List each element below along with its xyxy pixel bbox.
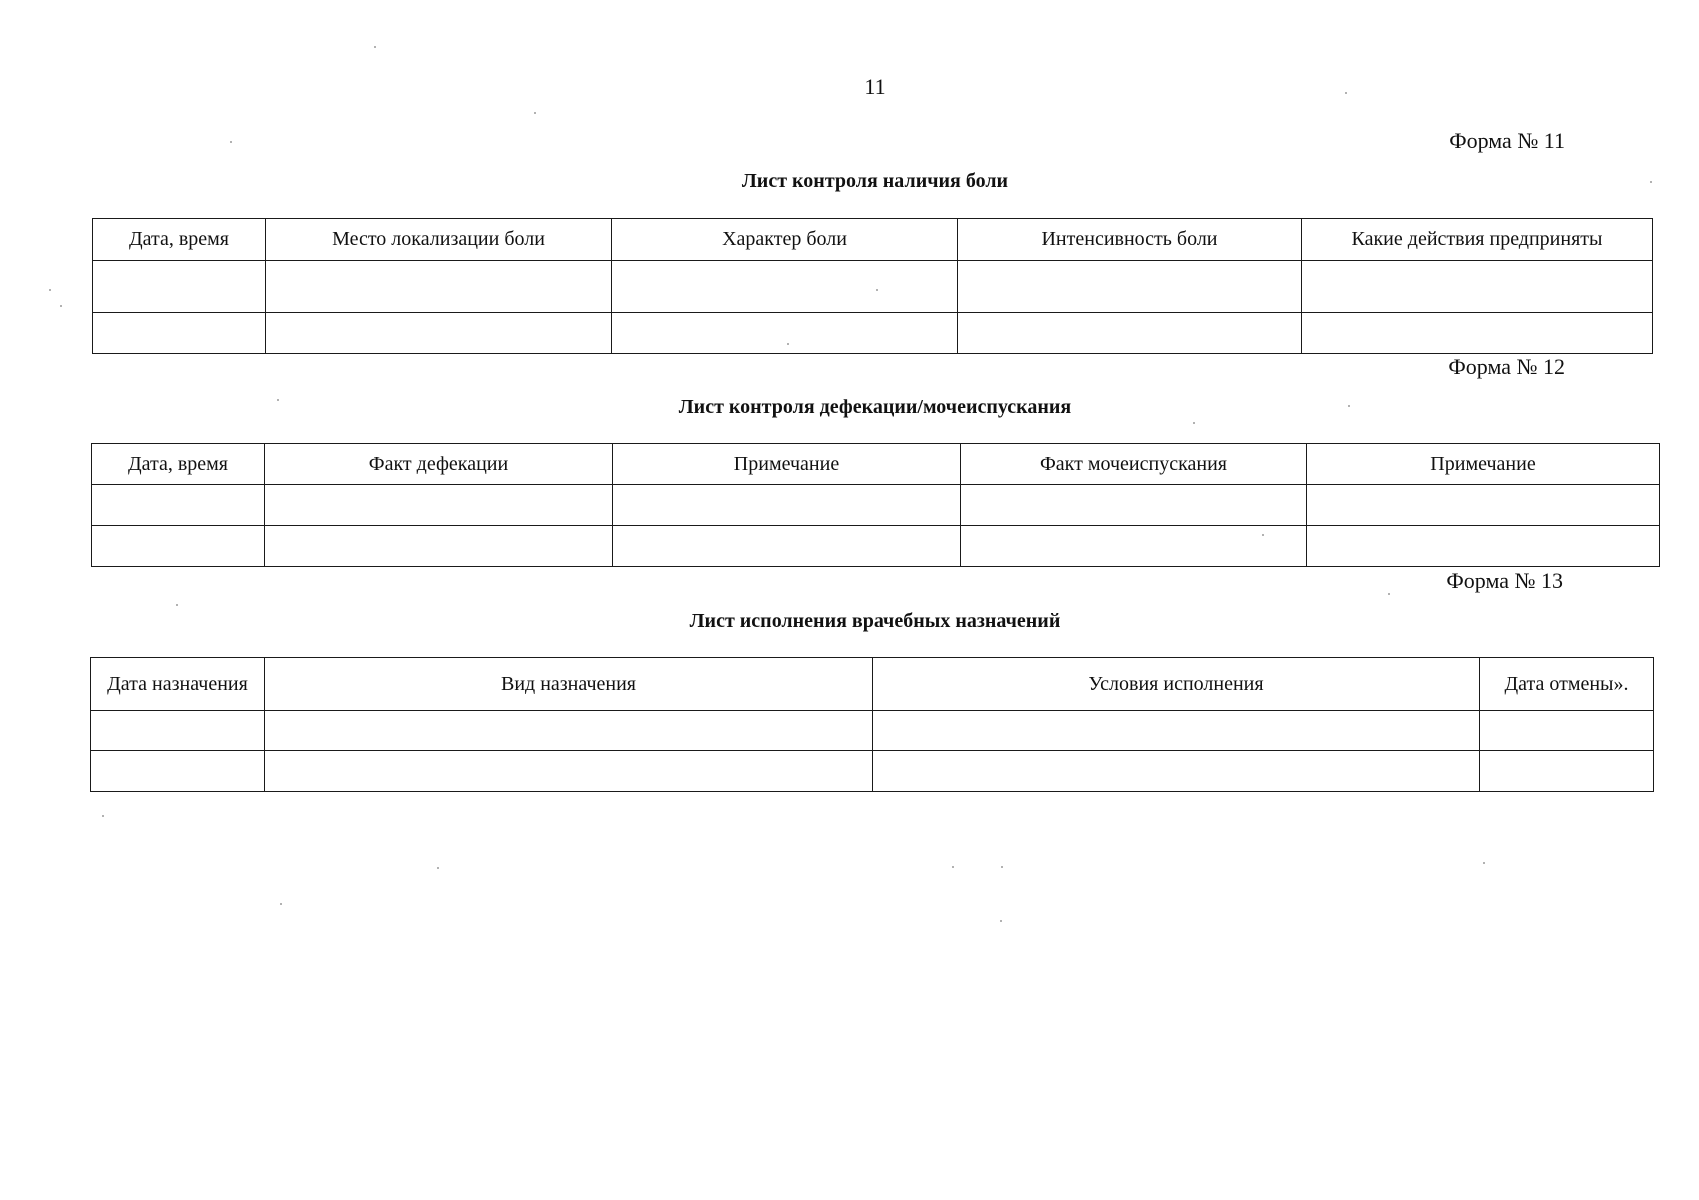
scan-speck (102, 815, 104, 817)
scan-speck (787, 343, 789, 345)
column-header: Вид назначения (265, 658, 873, 711)
table-row (91, 751, 1654, 792)
table-cell (873, 751, 1480, 792)
scan-speck (230, 141, 232, 143)
scan-speck (1193, 422, 1195, 424)
table-header-row (93, 219, 1653, 261)
form-12-title: Лист контроля дефекации/мочеиспускания (678, 396, 1072, 418)
form-11-title: Лист контроля наличия боли (741, 170, 1009, 192)
column-header: Примечание (613, 444, 961, 485)
pain-control-table (92, 218, 1653, 354)
table-cell (266, 261, 612, 313)
table-row (92, 485, 1660, 526)
table-cell (265, 711, 873, 751)
scan-speck (1650, 181, 1652, 183)
table-cell (92, 485, 265, 526)
column-header: Примечание (1307, 444, 1660, 485)
scan-speck (280, 903, 282, 905)
table-cell (612, 313, 958, 354)
scan-speck (952, 866, 954, 868)
table-cell (1480, 751, 1654, 792)
table-cell (612, 261, 958, 313)
table-cell (93, 261, 266, 313)
table-cell (613, 526, 961, 567)
form-13-title: Лист исполнения врачебных назначений (689, 610, 1061, 632)
column-header: Дата, время (92, 444, 265, 485)
table-cell (265, 526, 613, 567)
medical-orders-table (90, 657, 1654, 792)
table-cell (91, 711, 265, 751)
scan-speck (1483, 862, 1485, 864)
scan-speck (1345, 92, 1347, 94)
scan-speck (534, 112, 536, 114)
table-cell (265, 751, 873, 792)
table-row (93, 313, 1653, 354)
table-cell (1480, 711, 1654, 751)
table-row (92, 526, 1660, 567)
scan-speck (1348, 405, 1350, 407)
page-number: 11 (864, 74, 886, 99)
column-header: Место локализации боли (266, 219, 612, 261)
table-cell (265, 485, 613, 526)
scan-speck (277, 399, 279, 401)
table-row (93, 261, 1653, 313)
scan-speck (876, 289, 878, 291)
table-cell (1302, 261, 1653, 313)
table-cell (93, 313, 266, 354)
form-11-label: Форма № 11 (1449, 128, 1565, 153)
scan-speck (1000, 920, 1002, 922)
column-header: Дата назначения (91, 658, 265, 711)
table-cell (958, 313, 1302, 354)
table-cell (613, 485, 961, 526)
defecation-urination-table (91, 443, 1660, 567)
table-row (91, 711, 1654, 751)
column-header: Факт дефекации (265, 444, 613, 485)
table-header-row (91, 658, 1654, 711)
column-header: Факт мочеиспускания (961, 444, 1307, 485)
column-header: Характер боли (612, 219, 958, 261)
table-cell (1307, 485, 1660, 526)
scan-speck (176, 604, 178, 606)
scan-speck (49, 289, 51, 291)
scan-speck (437, 867, 439, 869)
column-header: Интенсивность боли (958, 219, 1302, 261)
scan-speck (60, 305, 62, 307)
column-header: Условия исполнения (873, 658, 1480, 711)
table-header-row (92, 444, 1660, 485)
form-13-label: Форма № 13 (1446, 568, 1563, 593)
column-header: Дата, время (93, 219, 266, 261)
table-cell (961, 485, 1307, 526)
table-cell (91, 751, 265, 792)
table-cell (266, 313, 612, 354)
scan-speck (374, 46, 376, 48)
scan-speck (1388, 593, 1390, 595)
table-cell (1307, 526, 1660, 567)
table-cell (961, 526, 1307, 567)
form-12-label: Форма № 12 (1448, 354, 1565, 379)
table-cell (958, 261, 1302, 313)
column-header: Какие действия предприняты (1302, 219, 1653, 261)
table-cell (92, 526, 265, 567)
scan-speck (1001, 866, 1003, 868)
column-header: Дата отмены». (1480, 658, 1654, 711)
table-cell (873, 711, 1480, 751)
scan-speck (1262, 534, 1264, 536)
table-cell (1302, 313, 1653, 354)
